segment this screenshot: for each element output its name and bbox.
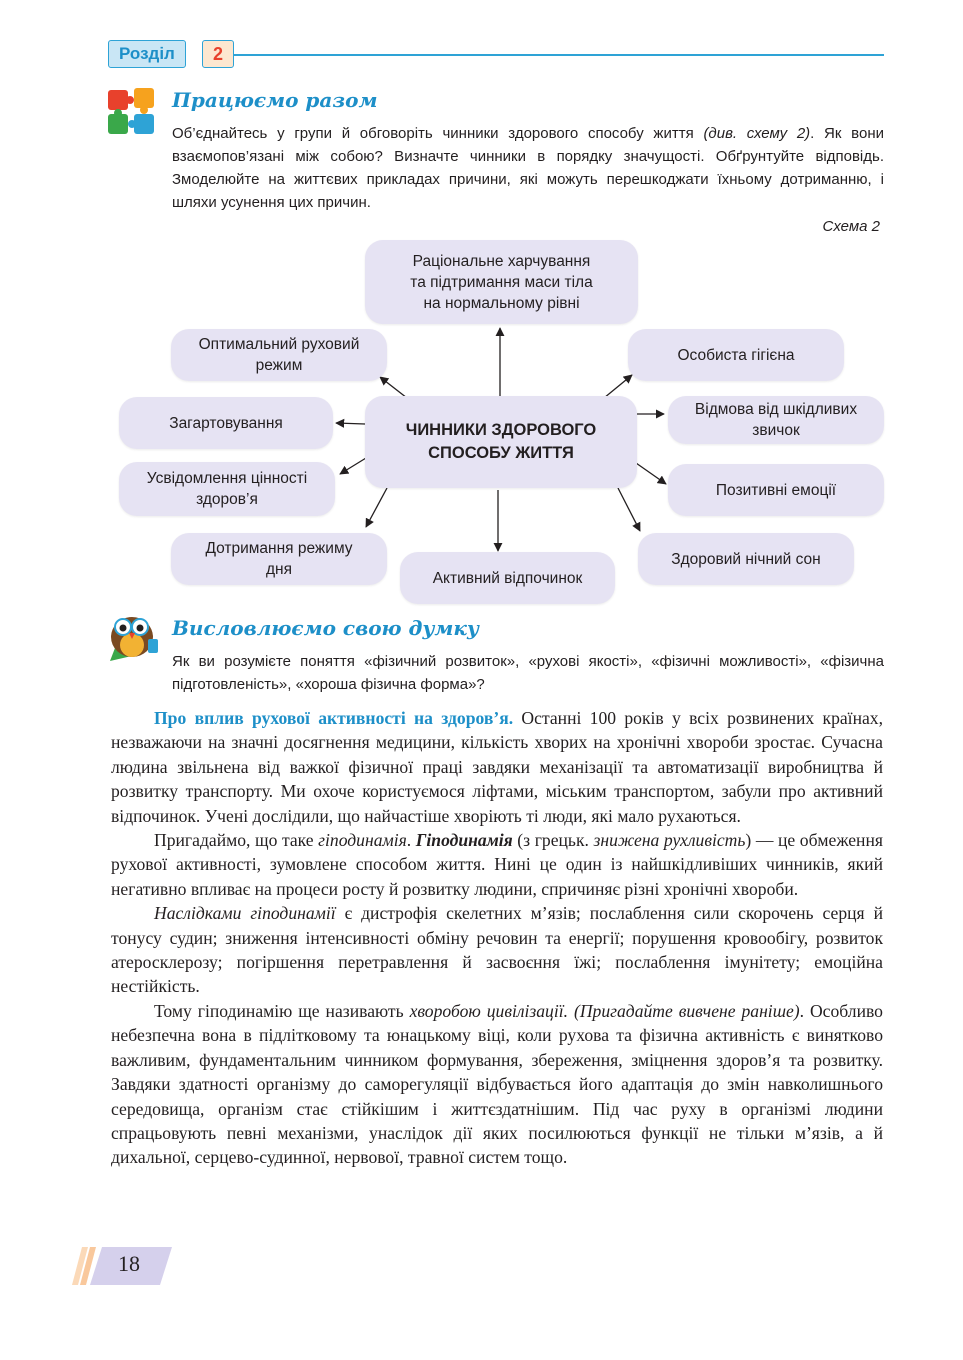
node-hardening: Загартовування bbox=[119, 397, 333, 449]
node-hygiene: Особиста гігієна bbox=[628, 329, 844, 381]
node-emotions: Позитивні емоції bbox=[668, 464, 884, 516]
node-center: ЧИННИКИ ЗДОРОВОГО СПОСОБУ ЖИТТЯ bbox=[365, 396, 637, 488]
paragraph-3: Наслідками гіподинамії є дистрофія скелетних м’язів; послаблення сили скорочень серця й тонусу судин; зниження інтенсивності обміну речовин та енергії; порушення кровообігу, розвиток атеросклерозу; погіршення перетравлення й засвоєння їжі; послаблення імунітету; емоційна нестійкість. bbox=[111, 903, 884, 997]
section-number: 2 bbox=[202, 40, 234, 68]
body-text bbox=[111, 706, 883, 1170]
node-motor-mode: Оптимальний руховий режим bbox=[171, 329, 387, 381]
paragraph-2: Пригадаймо, що таке гіподинамія. Гіподинамія (з грецьк. знижена рухливість) — це обмеження рухової активності, зумовлене способом життя. Нині це один із найшкідливіших чинників, який негативно впливає на процеси росту й розвитку людини, спричиняє різні хронічні хвороби. bbox=[111, 830, 883, 899]
paragraph-heading: Про вплив рухової активності на здоров’я. bbox=[154, 708, 514, 728]
node-day-mode: Дотримання режиму дня bbox=[171, 533, 387, 585]
owl-icon bbox=[106, 611, 162, 663]
node-no-bad-habits: Відмова від шкідливих звичок bbox=[668, 396, 884, 444]
paragraph-1: Про вплив рухової активності на здоров’я. Останні 100 років у всіх розвинених країнах, незважаючи на значні досягнення медицини, кількість хворих на хронічні хвороби зростає. Сучасна людина звільнена від важкої фізичної праці завдяки механізації та автоматизації виробництва й розвитку транспорту. Ми охоче користуємося ліфтами, міським транспортом, забули про активний відпочинок. Учені дослідили, що найчастіше хворіють ті люди, які мало рухаються. bbox=[111, 708, 883, 826]
node-nutrition: Раціональне харчування та підтримання маси тіла на нормальному рівні bbox=[365, 240, 638, 324]
group-work-title: Працюємо разом bbox=[172, 88, 378, 112]
node-health-value: Усвідомлення цінності здоров’я bbox=[119, 462, 335, 516]
section-label: Розділ bbox=[108, 40, 186, 68]
page-number: 18 bbox=[118, 1251, 140, 1276]
opinion-text: Як ви розумієте поняття «фізичний розвиток», «рухові якості», «фізичні можливості», «фізична підготовленість», «хороша фізична форма»? bbox=[172, 653, 884, 693]
group-work-text: Об’єднайтесь у групи й обговоріть чинники здорового способу життя (див. схему 2). Як вони взаємопов’язані між собою? Визначте чинники в порядку значущості. Обґрунтуйте відповідь. Змоделюйте на життєвих прикладах причини, які можуть перешкоджати їхньому дотриманню, і шляхи усунення цих причин. bbox=[172, 125, 884, 211]
node-active-rest: Активний відпочинок bbox=[400, 552, 615, 604]
node-sleep: Здоровий нічний сон bbox=[638, 533, 854, 585]
opinion-title: Висловлюємо свою думку bbox=[172, 616, 479, 640]
paragraph-4: Тому гіподинамію ще називають хворобою цивілізації. (Пригадайте вивчене раніше). Особливо небезпечна вона в підлітковому та юнацькому віці, коли рухова та фізична активність є винятково важливим, фундаментальним чинником формування, збереження, зміцнення здоров’я та розвитку. Завдяки здатності організму до саморегуляції відбувається його адаптація до змін навколишнього середовища, організм стає стійкішим і життєздатнішим. Під час руху в організмі людини спрацьовують певні механізми, унаслідок дії яких посилюються функції не тільки м’язів, а й дихальної, серцево-судинної, нервової, травної систем тощо. bbox=[111, 1000, 883, 1168]
scheme-caption: Схема 2 bbox=[822, 218, 880, 235]
